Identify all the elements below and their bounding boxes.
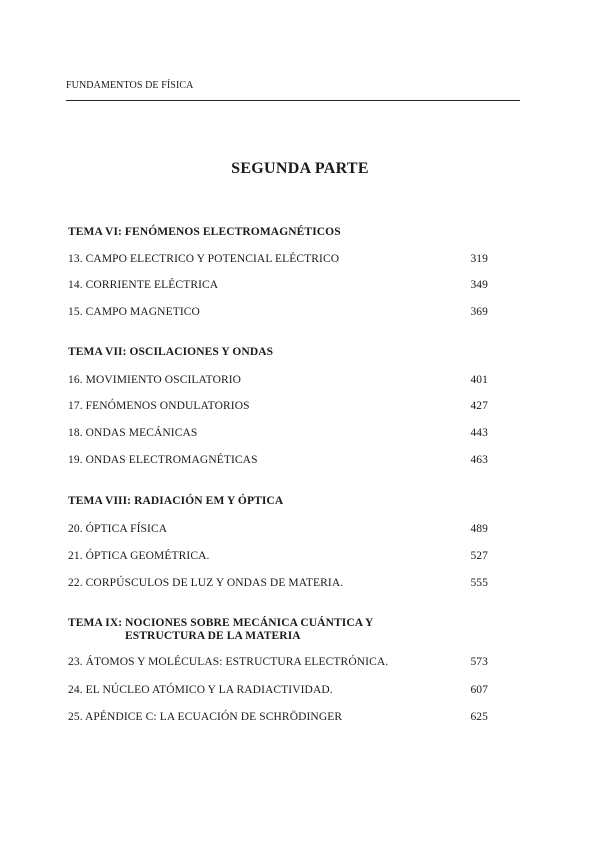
- toc-entry-page: 527: [470, 550, 488, 562]
- toc-entry[interactable]: [68, 253, 488, 269]
- toc-entry-page: 319: [470, 253, 488, 265]
- header-rule: [66, 100, 520, 101]
- toc-entry[interactable]: [68, 374, 488, 390]
- toc-entry-page: 349: [470, 279, 488, 291]
- toc-entry-text: 24. EL NÚCLEO ATÓMICO Y LA RADIACTIVIDAD.: [68, 684, 333, 696]
- toc-entry-text: 16. MOVIMIENTO OSCILATORIO: [68, 374, 242, 386]
- section-title-line2: ESTRUCTURA DE LA MATERIA: [125, 630, 301, 642]
- toc-entry-text: 20. ÓPTICA FÍSICA: [68, 523, 168, 535]
- toc-entry[interactable]: [68, 279, 488, 295]
- toc-entry[interactable]: [68, 684, 488, 700]
- toc-entry-text: 22. CORPÚSCULOS DE LUZ Y ONDAS DE MATERIA.: [68, 577, 344, 589]
- section-title-tema-vii: TEMA VII: OSCILACIONES Y ONDAS: [68, 346, 274, 358]
- toc-entry[interactable]: [68, 454, 488, 470]
- toc-entry-text: 25. APÉNDICE C: LA ECUACIÓN DE SCHRÖDINGER: [68, 711, 343, 723]
- toc-entry-text: 17. FENÓMENOS ONDULATORIOS: [68, 400, 250, 412]
- toc-entry-page: 369: [470, 306, 488, 318]
- section-title-tema-ix: [68, 617, 373, 642]
- toc-entry[interactable]: [68, 711, 488, 727]
- section-title-tema-viii: TEMA VIII: RADIACIÓN EM Y ÓPTICA: [68, 495, 284, 507]
- toc-entry-text: 19. ONDAS ELECTROMAGNÉTICAS: [68, 454, 258, 466]
- toc-entry[interactable]: [68, 400, 488, 416]
- toc-entry-page: 607: [470, 684, 488, 696]
- toc-entry-page: 573: [470, 656, 488, 668]
- toc-entry-page: 625: [470, 711, 488, 723]
- section-title-tema-vi: TEMA VI: FENÓMENOS ELECTROMAGNÉTICOS: [68, 226, 341, 238]
- running-header: FUNDAMENTOS DE FÍSICA: [66, 80, 194, 91]
- toc-entry[interactable]: [68, 550, 488, 566]
- toc-entry-page: 463: [470, 454, 488, 466]
- toc-entry[interactable]: [68, 523, 488, 539]
- toc-entry-page: 555: [470, 577, 488, 589]
- section-title-line1: TEMA IX: NOCIONES SOBRE MECÁNICA CUÁNTICA Y: [68, 617, 374, 629]
- toc-entry-text: 18. ONDAS MECÁNICAS: [68, 427, 198, 439]
- toc-entry-page: 443: [470, 427, 488, 439]
- toc-entry[interactable]: [68, 427, 488, 443]
- toc-entry-text: 13. CAMPO ELECTRICO Y POTENCIAL ELÉCTRICO: [68, 253, 340, 265]
- toc-entry-text: 21. ÓPTICA GEOMÉTRICA.: [68, 550, 210, 562]
- toc-entry[interactable]: [68, 577, 488, 593]
- toc-entry-text: 23. ÁTOMOS Y MOLÉCULAS: ESTRUCTURA ELECTRÓNICA.: [68, 656, 389, 668]
- toc-entry[interactable]: [68, 656, 488, 672]
- toc-entry[interactable]: [68, 306, 488, 322]
- toc-entry-page: 489: [470, 523, 488, 535]
- part-title: SEGUNDA PARTE: [231, 160, 369, 177]
- toc-entry-text: 15. CAMPO MAGNETICO: [68, 306, 200, 318]
- toc-entry-page: 427: [470, 400, 488, 412]
- toc-entry-text: 14. CORRIENTE ELÉCTRICA: [68, 279, 219, 291]
- toc-entry-page: 401: [470, 374, 488, 386]
